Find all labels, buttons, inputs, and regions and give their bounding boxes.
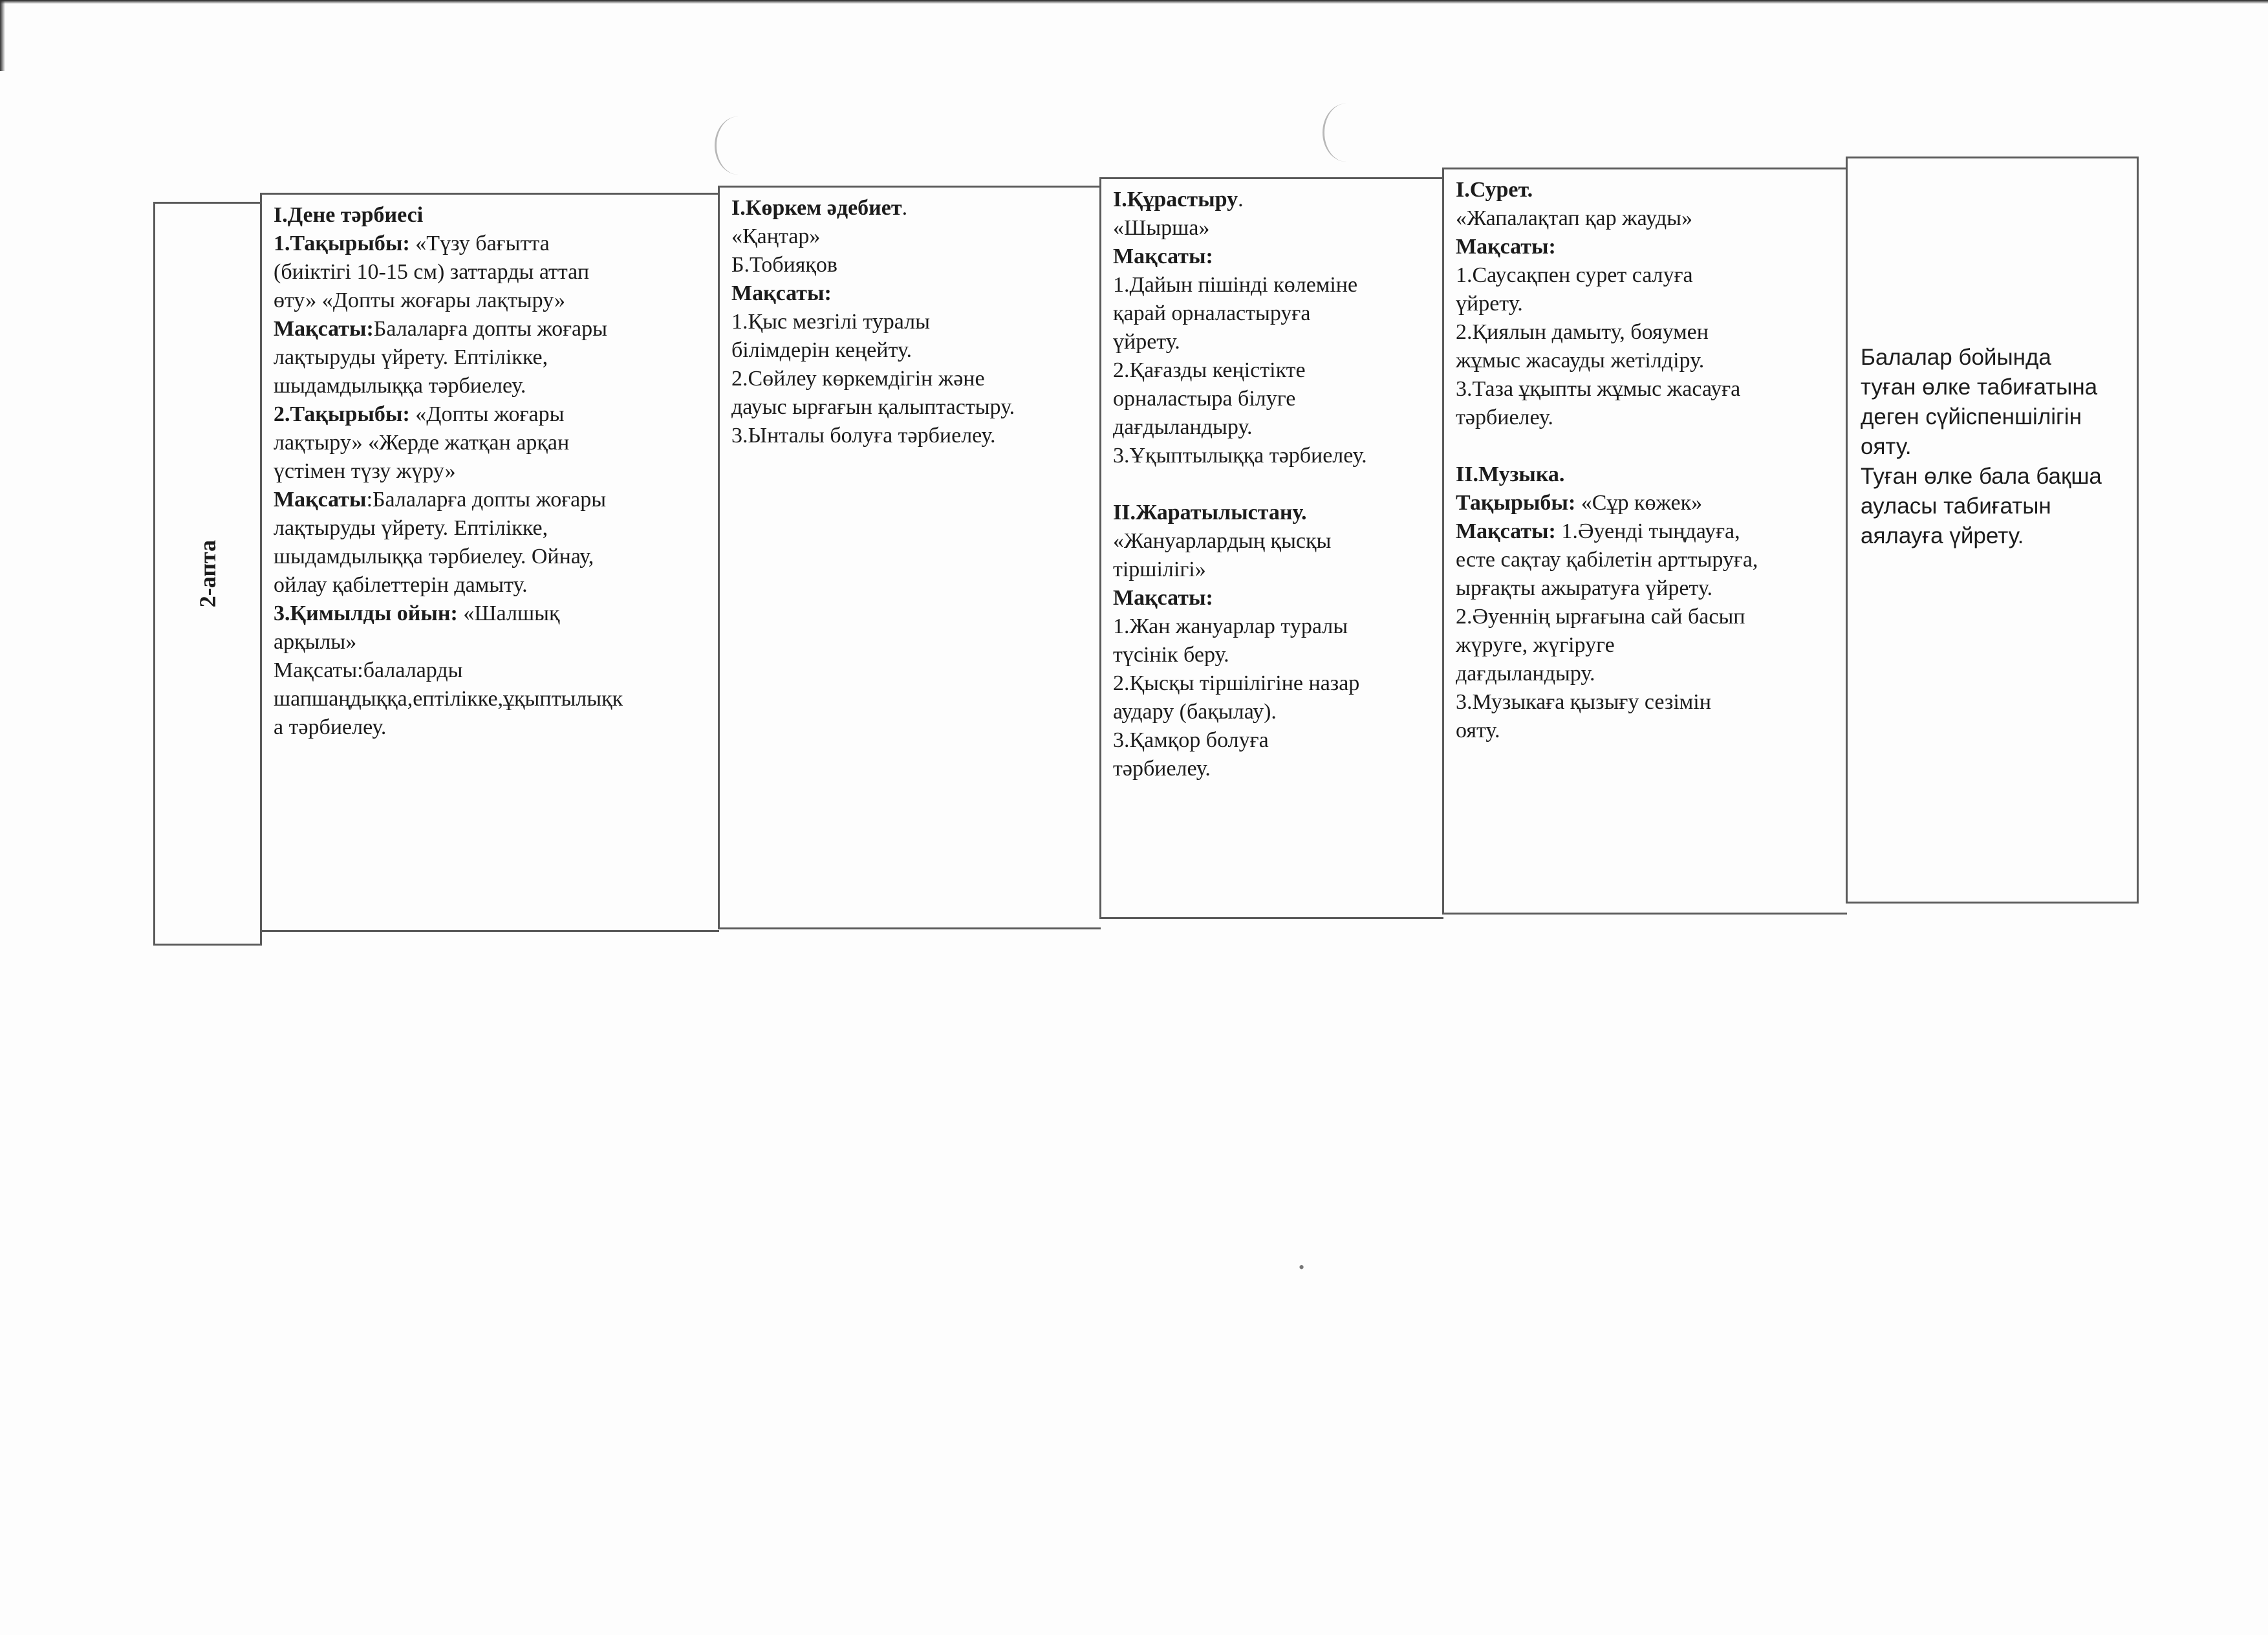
cell-line (274, 656, 710, 685)
cell-line (731, 336, 1092, 365)
line-text: 3.Таза ұқыпты жұмыс жасауға (1456, 377, 1741, 401)
cell-line (274, 543, 710, 571)
cell-line (1456, 460, 1838, 489)
cell-line (1861, 343, 2128, 373)
line-text: шапшаңдыққа,ептілікке,ұқыптылықк (274, 687, 623, 711)
line-text: ырғақты ажыратуға үйрету. (1456, 576, 1712, 600)
line-text: үйрету. (1456, 292, 1523, 316)
cell-line (1456, 546, 1838, 574)
cell-line (274, 571, 710, 600)
cell-line (731, 251, 1092, 279)
line-text: Балалар бойында (1861, 345, 2051, 370)
line-text: :Балаларға допты жоғары (366, 488, 607, 512)
cell-line (1861, 432, 2128, 462)
line-heading: I.Сурет. (1456, 178, 1533, 202)
line-text: үйрету. (1113, 330, 1180, 354)
line-heading: Мақсаты: (1113, 244, 1213, 268)
line-text: аялауға үйрету. (1861, 523, 2024, 548)
line-text: Туған өлке бала бақша (1861, 464, 2102, 489)
line-text: 3.Музыкаға қызығу сезімін (1456, 690, 1711, 714)
line-text: шыдамдылыққа тәрбиелеу. Ойнау, (274, 545, 594, 568)
line-text: 1.Қыс мезгілі туралы (731, 310, 930, 334)
cell-line (274, 258, 710, 287)
cell-line (1861, 521, 2128, 551)
line-text: тәрбиелеу. (1456, 406, 1553, 429)
line-heading: I.Көркем әдебиет (731, 196, 902, 220)
line-heading: II.Музыка. (1456, 462, 1565, 486)
line-text: жұмыс жасауды жетілдіру. (1456, 349, 1705, 373)
line-heading: 2.Тақырыбы: (274, 402, 416, 426)
cell-line (731, 279, 1092, 308)
line-text: лақтыру» «Жерде жатқан арқан (274, 431, 570, 455)
cell-line (1456, 603, 1838, 631)
line-heading: Мақсаты: (274, 317, 374, 341)
column-physical-education (260, 193, 719, 932)
line-text: 2.Қысқы тіршілігіне назар (1113, 671, 1360, 695)
cell-line (274, 230, 710, 258)
line-text: орналастыра білуге (1113, 387, 1296, 411)
cell-line (274, 400, 710, 429)
column-construction-nature (1099, 177, 1443, 919)
cell-line (1113, 214, 1434, 243)
cell-line (731, 194, 1092, 222)
line-heading: Мақсаты (274, 488, 367, 512)
cell-line (1456, 261, 1838, 290)
cell-line (1113, 726, 1434, 755)
line-text: арқылы» (274, 630, 357, 654)
cell-line (1113, 641, 1434, 669)
cell-line (1113, 413, 1434, 442)
cell-line (1113, 470, 1434, 499)
line-heading: I.Дене тәрбиесі (274, 203, 424, 227)
cell-line (274, 685, 710, 713)
line-text: а тәрбиелеу. (274, 715, 387, 739)
scan-speck: • (1299, 1258, 1305, 1277)
cell-line (1113, 243, 1434, 271)
line-text: 3.Қамқор болуға (1113, 728, 1269, 752)
cell-line (1113, 612, 1434, 641)
cell-line (1456, 347, 1838, 375)
punch-hole-mark (1323, 103, 1370, 162)
cell-line (731, 422, 1092, 450)
cell-line (274, 343, 710, 372)
cell-line (1113, 328, 1434, 356)
line-heading: Мақсаты: (731, 281, 832, 305)
line-text: Б.Тобияқов (731, 253, 837, 277)
punch-hole-mark (715, 116, 762, 175)
line-text: 2.Қиялын дамыту, бояумен (1456, 320, 1709, 344)
cell-line (274, 457, 710, 486)
cell-line (1113, 527, 1434, 556)
cell-line (1113, 385, 1434, 413)
cell-line (1456, 318, 1838, 347)
line-text: лақтыруды үйрету. Ептілікке, (274, 516, 548, 540)
line-heading: Тақырыбы: (1456, 491, 1581, 515)
cell-line (1456, 375, 1838, 404)
cell-line (1456, 290, 1838, 318)
line-text: туған өлке табиғатына (1861, 374, 2098, 400)
cell-line (274, 315, 710, 343)
cell-line (1113, 356, 1434, 385)
line-heading: Мақсаты: (1456, 519, 1562, 543)
line-text: 2.Қағазды кеңістікте (1113, 358, 1306, 382)
cell-line (274, 628, 710, 656)
cell-line (274, 201, 710, 230)
line-text: тәрбиелеу. (1113, 757, 1211, 781)
line-text: тіршілігі» (1113, 558, 1206, 581)
line-text: жүруге, жүгіруге (1456, 633, 1615, 657)
line-text: деген сүйіспеншілігін (1861, 404, 2082, 429)
line-text: ояту. (1861, 434, 1912, 459)
cell-line (274, 486, 710, 514)
cell-line (1456, 660, 1838, 688)
cell-line (731, 393, 1092, 422)
line-text: «Түзу бағытта (415, 232, 550, 255)
cell-line (1113, 556, 1434, 584)
cell-line (274, 600, 710, 628)
cell-line (1456, 404, 1838, 432)
line-text: үстімен түзу жүру» (274, 459, 456, 483)
line-text: ауласы табиғатын (1861, 493, 2051, 519)
cell-line (1456, 574, 1838, 603)
line-heading: I.Құрастыру (1113, 188, 1238, 211)
cell-line (1113, 271, 1434, 299)
line-text: . (902, 196, 908, 220)
cell-line (1113, 698, 1434, 726)
cell-line (1456, 176, 1838, 204)
line-text: «Допты жоғары (415, 402, 565, 426)
line-text: дағдыландыру. (1456, 662, 1595, 686)
cell-line (1113, 299, 1434, 328)
line-text: 2.Әуеннің ырғағына сай басып (1456, 605, 1745, 629)
cell-line (731, 222, 1092, 251)
column-drawing-music (1442, 168, 1847, 915)
cell-line (1456, 432, 1838, 460)
cell-line (274, 287, 710, 315)
cell-line (1113, 669, 1434, 698)
line-heading: 1.Тақырыбы: (274, 232, 416, 255)
cell-line (1861, 402, 2128, 432)
line-text: 3.Ұқыптылыққа тәрбиелеу. (1113, 444, 1367, 468)
line-heading: Мақсаты: (1113, 586, 1213, 610)
line-text: түсінік беру. (1113, 643, 1229, 667)
cell-line (731, 365, 1092, 393)
line-text: лақтыруды үйрету. Ептілікке, (274, 345, 548, 369)
line-text: «Шалшық (463, 601, 560, 625)
line-text: дауыс ырғағын қалыптастыру. (731, 395, 1015, 419)
line-text: ойлау қабілеттерін дамыту. (274, 573, 528, 597)
line-heading: Мақсаты: (1456, 235, 1556, 259)
line-text: дағдыландыру. (1113, 415, 1253, 439)
cell-line (1456, 204, 1838, 233)
cell-line (1113, 499, 1434, 527)
cell-line (274, 372, 710, 400)
cell-line (1861, 462, 2128, 492)
cell-line (1861, 492, 2128, 521)
line-heading: II.Жаратылыстану. (1113, 501, 1307, 525)
week-cell (153, 202, 262, 946)
cell-line (274, 514, 710, 543)
line-text: 1.Дайын пішінді көлеміне (1113, 273, 1358, 297)
line-text: ояту. (1456, 719, 1500, 742)
line-text: «Шырша» (1113, 216, 1210, 240)
cell-line (1113, 755, 1434, 783)
line-text: Мақсаты:балаларды (274, 658, 463, 682)
line-text: 1.Әуенді тыңдауға, (1561, 519, 1740, 543)
line-text: «Сұр көжек» (1581, 491, 1703, 515)
line-text: аудару (бақылау). (1113, 700, 1277, 724)
line-text: есте сақтау қабілетін арттыруға, (1456, 548, 1758, 572)
cell-line (274, 429, 710, 457)
cell-line (1861, 373, 2128, 402)
line-text: 3.Ынталы болуға тәрбиелеу. (731, 424, 996, 448)
line-text: қарай орналастыруға (1113, 301, 1311, 325)
line-text: білімдерін кеңейту. (731, 338, 912, 362)
line-text: «Қаңтар» (731, 224, 821, 248)
cell-line (1456, 489, 1838, 517)
cell-line (731, 308, 1092, 336)
cell-line (1113, 186, 1434, 214)
line-text: «Жапалақтап қар жауды» (1456, 206, 1692, 230)
scan-edge-left (0, 0, 5, 71)
cell-line (1456, 233, 1838, 261)
cell-line (274, 713, 710, 742)
cell-line (1456, 717, 1838, 745)
line-text: Балаларға допты жоғары (373, 317, 607, 341)
cell-line (1456, 688, 1838, 717)
scan-edge-top (0, 0, 2268, 4)
cell-line (1113, 584, 1434, 612)
line-text: «Жануарлардың қысқы (1113, 529, 1332, 553)
week-label: 2-апта (195, 539, 221, 608)
column-literature (718, 186, 1101, 929)
cell-line (1456, 517, 1838, 546)
line-text: 2.Сөйлеу көркемдігін және (731, 367, 985, 391)
line-text: 1.Саусақпен сурет салуға (1456, 263, 1693, 287)
line-text: өту» «Допты жоғары лақтыру» (274, 288, 566, 312)
cell-line (1113, 442, 1434, 470)
line-text: . (1238, 188, 1244, 211)
line-text: шыдамдылыққа тәрбиелеу. (274, 374, 526, 398)
line-text: (биіктігі 10-15 см) заттарды аттап (274, 260, 590, 284)
cell-line (1456, 631, 1838, 660)
line-heading: 3.Қимылды ойын: (274, 601, 464, 625)
line-text: 1.Жан жануарлар туралы (1113, 614, 1348, 638)
column-upbringing-goal (1846, 157, 2139, 904)
